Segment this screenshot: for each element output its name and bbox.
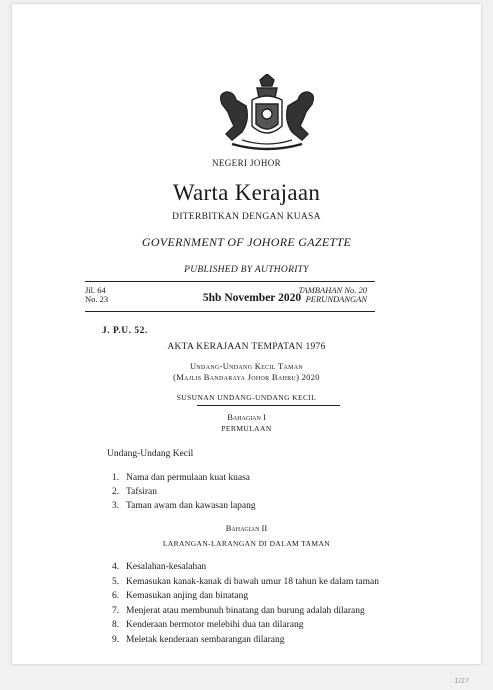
tambahan-number: TAMBAHAN No. 20	[298, 285, 367, 295]
item-text: Kenderaan bermotor melebihi dua tan dilarang	[126, 620, 304, 630]
item-number: 9.	[112, 634, 120, 645]
issue-number: No. 23	[85, 294, 109, 304]
item-number: 7.	[112, 605, 120, 616]
list-item	[112, 575, 379, 590]
item-text: Taman awam dan kawasan lapang	[126, 501, 256, 511]
gazette-page	[12, 4, 481, 664]
list-item	[112, 499, 256, 513]
item-number: 5.	[112, 576, 120, 587]
item-number: 2.	[112, 487, 120, 497]
item-text: Tafsiran	[126, 487, 157, 497]
part1-list	[112, 471, 256, 513]
english-title: GOVERNMENT OF JOHORE GAZETTE	[141, 235, 352, 249]
part2-list	[112, 560, 379, 647]
arrangement-underline	[197, 405, 340, 406]
item-number: 1.	[112, 473, 120, 483]
item-number: 4.	[112, 562, 120, 572]
item-text: Nama dan permulaan kuat kuasa	[126, 473, 250, 483]
item-text: Menjerat atau membunuh binatang dan burung adalah dilarang	[126, 605, 365, 616]
list-item	[112, 471, 256, 485]
supplement-label	[298, 286, 367, 304]
act-title: AKTA KERAJAAN TEMPATAN 1976	[167, 342, 326, 352]
item-number: 6.	[112, 591, 120, 601]
part2-subheading: LARANGAN-LARANGAN DI DALAM TAMAN	[162, 539, 331, 548]
subtitle: DITERBITKAN DENGAN KUASA	[172, 212, 321, 222]
issue-date: 5hb November 2020	[202, 292, 302, 304]
jil-label: Jil. 64	[85, 285, 106, 295]
bylaw-title-line1: Undang-Undang Kecil Taman	[189, 361, 304, 371]
list-item	[112, 560, 379, 575]
jpu-number: J. P.U. 52.	[102, 326, 148, 336]
bylaw-column-label: Undang-Undang Kecil	[107, 449, 194, 459]
item-text: Kemasukan kanak-kanak di bawah umur 18 tahun ke dalam taman	[126, 576, 379, 587]
state-name: NEGERI JOHOR	[211, 158, 282, 168]
list-item	[112, 589, 379, 604]
perundangan-label: PERUNDANGAN	[305, 294, 367, 304]
published-note: PUBLISHED BY AUTHORITY	[184, 265, 309, 275]
list-item	[112, 618, 379, 633]
arrangement-heading: SUSUNAN UNDANG-UNDANG KECIL	[176, 393, 317, 402]
item-number: 8.	[112, 620, 120, 630]
list-item	[112, 604, 379, 619]
list-item	[112, 485, 256, 499]
item-text: Meletak kenderaan sembarangan dilarang	[126, 634, 285, 645]
part1-subheading: PERMULAAN	[221, 424, 272, 433]
item-number: 3.	[112, 501, 120, 511]
page-indicator: 1/27	[454, 676, 469, 685]
item-text: Kemasukan anjing dan binatang	[126, 591, 249, 601]
divider-bottom	[85, 311, 375, 312]
bylaw-title-line2: (Majlis Bandaraya Johor Bahru) 2020	[173, 372, 320, 382]
part1-heading: Bahagian I	[227, 412, 266, 422]
page-title: Warta Kerajaan	[172, 180, 321, 205]
item-text: Kesalahan-kesalahan	[126, 562, 207, 572]
johor-coat-of-arms-icon	[212, 74, 322, 154]
list-item	[112, 633, 379, 648]
part2-heading: Bahagian II	[225, 523, 268, 533]
divider-top	[85, 281, 375, 282]
